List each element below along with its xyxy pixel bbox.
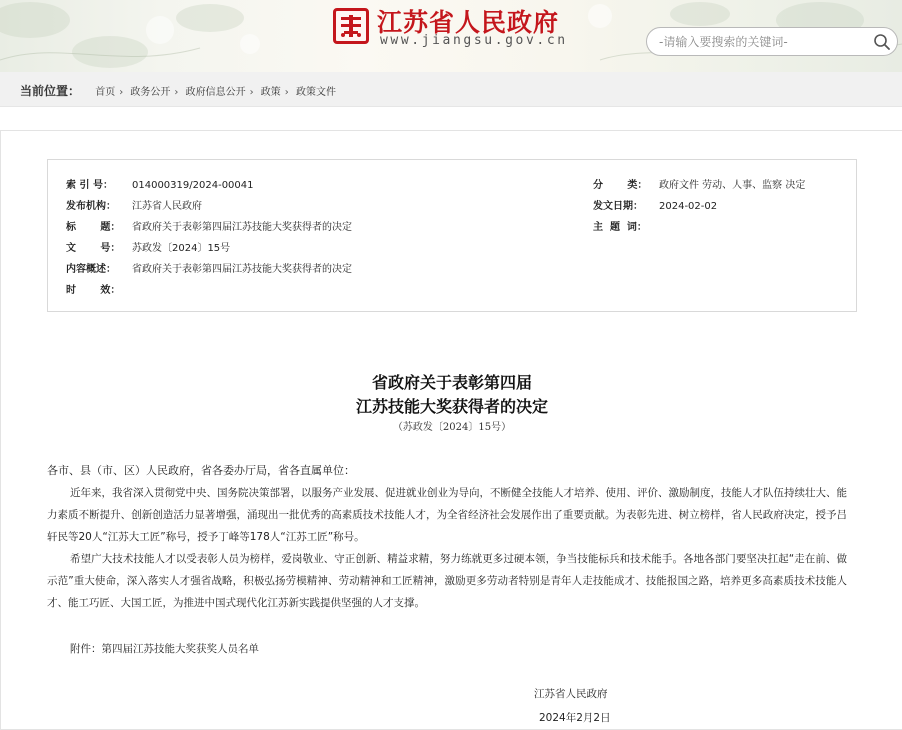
- breadcrumb: [20, 82, 336, 99]
- meta-date-label: 发文日期：: [593, 201, 643, 212]
- breadcrumb-separator: ›: [284, 87, 289, 98]
- meta-issuer-value: 江苏省人民政府: [132, 201, 202, 212]
- meta-index-label: 索 引 号：: [66, 180, 113, 191]
- article-panel: [0, 130, 902, 730]
- meta-docno-value: 苏政发〔2024〕15号: [132, 243, 231, 254]
- government-emblem-logo[interactable]: [333, 8, 369, 44]
- meta-summary-value: 省政府关于表彰第四届江苏技能大奖获得者的决定: [132, 264, 352, 275]
- search-input[interactable]: [659, 33, 869, 51]
- meta-summary: [66, 260, 352, 275]
- document-paragraph-1: 近年来，我省深入贯彻党中央、国务院决策部署，以服务产业发展、促进就业创业为导向，不断健全技能人才培养、使用、评价、激励制度，技能人才队伍持续壮大、能力素质不断提升、创新创造活力显著增强，涌现出一批优秀的高素质技术技能人才，为全省经济社会发展作出了重要贡献。为表彰先进、树立榜样，省人民政府决定，授予吕轩民等20人“江苏大工匠”称号，授予丁峰等178人“江苏工匠”称号。: [47, 487, 847, 543]
- document-title-line-2: 江苏技能大奖获得者的决定: [355, 397, 548, 416]
- meta-validity-label: 时 效：: [66, 285, 121, 296]
- document-attachment-link[interactable]: 附件：第四届江苏技能大奖获奖人员名单: [70, 643, 259, 655]
- breadcrumb-item-policy[interactable]: 政策: [260, 87, 281, 98]
- breadcrumb-bar: [0, 72, 902, 107]
- meta-index: [66, 176, 254, 191]
- meta-date-value: 2024-02-02: [659, 201, 718, 212]
- meta-date: [593, 197, 717, 212]
- meta-title-label: 标 题：: [66, 222, 121, 233]
- meta-docno-label: 文 号：: [66, 243, 121, 254]
- meta-topic-label: 主 题 词：: [593, 222, 647, 233]
- breadcrumb-item-gov-affairs[interactable]: 政务公开: [130, 87, 171, 98]
- breadcrumb-item-info-disclosure[interactable]: 政府信息公开: [185, 87, 246, 98]
- site-url: www.jiangsu.gov.cn: [380, 33, 568, 48]
- meta-issuer: [66, 197, 202, 212]
- document-addressee: 各市、县（市、区）人民政府，省各委办厅局，省各直属单位：: [47, 464, 355, 477]
- meta-summary-label: 内容概述：: [66, 264, 116, 275]
- document-title-line-1: 省政府关于表彰第四届: [371, 373, 532, 392]
- meta-title-value: 省政府关于表彰第四届江苏技能大奖获得者的决定: [132, 222, 352, 233]
- breadcrumb-item-home[interactable]: 首页: [95, 87, 116, 98]
- search-box: [646, 27, 898, 56]
- meta-topic: [593, 218, 659, 233]
- search-button[interactable]: [873, 33, 891, 51]
- breadcrumb-label: 当前位置：: [20, 84, 81, 98]
- breadcrumb-separator: ›: [119, 87, 124, 98]
- site-title[interactable]: 江苏省人民政府: [377, 8, 560, 37]
- meta-category-value: 政府文件 劳动、人事、监察 决定: [659, 180, 806, 191]
- document-paragraph-2: 希望广大技术技能人才以受表彰人员为榜样，爱岗敬业、守正创新、精益求精，努力练就更多过硬本领，争当技能标兵和技术能手。各地各部门要坚决扛起“走在前、做示范”重大使命，深入落实人才强省战略，积极弘扬劳模精神、劳动精神和工匠精神，激励更多劳动者特别是青年人走技能成才、技能报国之路，培养更多高素质技术技能人才、能工巧匠、大国工匠，为推进中国式现代化江苏新实践提供坚强的人才支撑。: [47, 553, 847, 609]
- search-icon: [873, 33, 891, 51]
- meta-docno: [66, 239, 230, 254]
- document-metadata-table: [47, 159, 857, 312]
- meta-index-value: 014000319/2024-00041: [132, 180, 254, 191]
- site-header: [0, 0, 902, 72]
- document-signature: 江苏省人民政府: [534, 688, 608, 700]
- meta-validity: [66, 281, 132, 296]
- meta-title: [66, 218, 352, 233]
- breadcrumb-separator: ›: [249, 87, 254, 98]
- meta-category-label: 分 类：: [593, 180, 648, 191]
- meta-category: [593, 176, 805, 191]
- breadcrumb-item-policy-docs[interactable]: 政策文件: [295, 87, 336, 98]
- meta-issuer-label: 发布机构：: [66, 201, 116, 212]
- emblem-glyph-icon: [338, 13, 364, 39]
- breadcrumb-separator: ›: [174, 87, 179, 98]
- document-number: （苏政发〔2024〕15号）: [392, 422, 512, 433]
- document-date: 2024年2月2日: [539, 712, 611, 724]
